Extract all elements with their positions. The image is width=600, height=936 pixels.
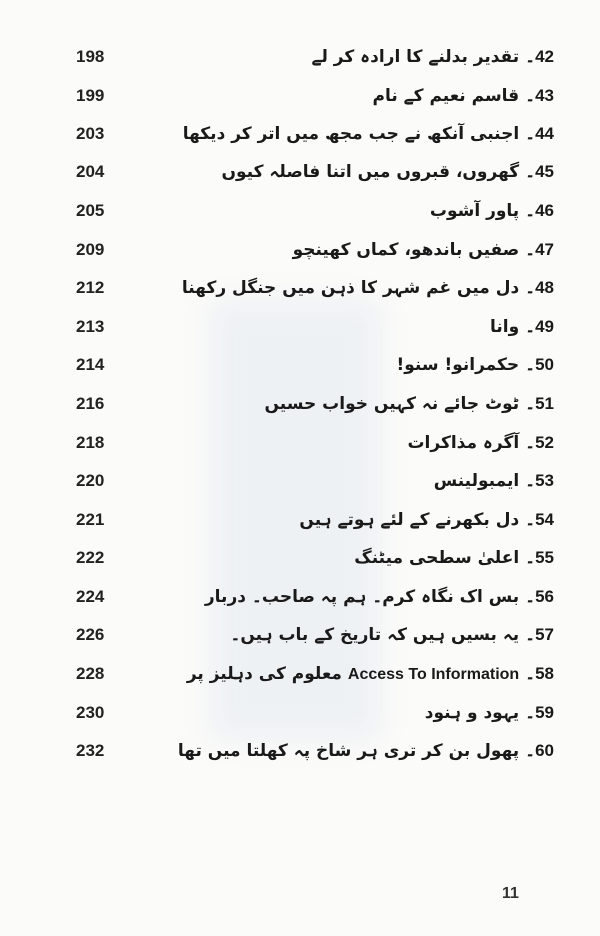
toc-page-number: 213 (76, 317, 105, 336)
toc-entry-number: 47 (535, 240, 554, 259)
toc-page-number: 216 (76, 394, 105, 413)
toc-entry-title: بس اک نگاہ کرم۔ ہم پہ صاحب۔ دربار (204, 587, 520, 607)
toc-page-number: 224 (76, 587, 105, 606)
toc-entry-number: 51 (535, 394, 554, 413)
toc-entry-number: 57 (535, 625, 554, 644)
toc-entry-number: 53 (535, 471, 554, 490)
toc-entry-number: 60 (535, 741, 554, 760)
toc-entry: 49۔ وانا (490, 317, 554, 337)
toc-entry-title: پھول بن کر تری ہر شاخ پہ کھلتا میں تھا (177, 741, 520, 761)
toc-entry: 52۔ آگرہ مذاکرات (407, 433, 554, 453)
toc-row (0, 308, 600, 345)
toc-page-number: 218 (76, 433, 105, 452)
toc-entry-number: 52 (535, 433, 554, 452)
toc-page-number: 198 (76, 47, 105, 66)
toc-entry-title: تقدیر بدلنے کا ارادہ کر لے (311, 47, 520, 67)
toc-row (0, 269, 600, 306)
toc-entry-title: قاسم نعیم کے نام (372, 86, 520, 106)
toc-page-number: 222 (76, 548, 105, 567)
toc-page-number: 205 (76, 201, 105, 220)
toc-row (0, 732, 600, 769)
toc-entry: 59۔ یہود و ہنود (424, 703, 554, 723)
toc-entry-title: آگرہ مذاکرات (407, 433, 520, 453)
toc-entry: 43۔ قاسم نعیم کے نام (372, 86, 554, 106)
toc-entry: 54۔ دل بکھرنے کے لئے ہوتے ہیں (299, 510, 554, 530)
toc-entry-number: 44 (535, 124, 554, 143)
toc-row (0, 616, 600, 653)
toc-page-number: 230 (76, 703, 105, 722)
toc-entry: 51۔ ٹوٹ جائے نہ کہیں خواب حسیں (264, 394, 554, 414)
toc-entry-title: معلوم کی دہلیز پر (186, 664, 342, 684)
toc-entry-title: اجنبی آنکھ نے جب مجھ میں اتر کر دیکھا (182, 124, 520, 144)
toc-entry-title: پاور آشوب (429, 201, 520, 221)
toc-row (0, 153, 600, 190)
toc-entry-number: 59 (535, 703, 554, 722)
toc-entry: 53۔ ایمبولینس (433, 471, 554, 491)
toc-row (0, 38, 600, 75)
toc-entry-title: دل بکھرنے کے لئے ہوتے ہیں (299, 510, 520, 530)
toc-entry-title: یہود و ہنود (424, 703, 520, 723)
toc-entry-title: اعلیٰ سطحی میٹنگ (354, 548, 520, 568)
toc-entry-number: 56 (535, 587, 554, 606)
toc-entry: 48۔ دل میں غم شہر کا ذہن میں جنگل رکھنا (181, 278, 554, 298)
toc-entry: 42۔ تقدیر بدلنے کا ارادہ کر لے (311, 47, 554, 67)
toc-entry-number: 45 (535, 162, 554, 181)
toc-entry-title: ایمبولینس (433, 471, 520, 491)
toc-entry-title: ٹوٹ جائے نہ کہیں خواب حسیں (264, 394, 520, 414)
toc-row (0, 346, 600, 383)
toc-page-number: 220 (76, 471, 105, 490)
toc-row (0, 539, 600, 576)
toc-entry-number: 54 (535, 510, 554, 529)
toc-entry: 58۔ Access To Information معلوم کی دہلیز پر (186, 664, 554, 684)
toc-page-number: 209 (76, 240, 105, 259)
toc-page-number: 232 (76, 741, 105, 760)
toc-page-number: 226 (76, 625, 105, 644)
toc-page-number: 199 (76, 86, 105, 105)
toc-entry: 55۔ اعلیٰ سطحی میٹنگ (354, 548, 554, 568)
toc-entry: 50۔ حکمرانو! سنو! (396, 355, 554, 375)
toc-row (0, 424, 600, 461)
toc-row (0, 192, 600, 229)
toc-page-number: 221 (76, 510, 105, 529)
toc-entry-title: حکمرانو! سنو! (396, 355, 520, 375)
toc-row (0, 578, 600, 615)
toc-entry: 46۔ پاور آشوب (429, 201, 554, 221)
toc-entry: 45۔ گھروں، قبروں میں اتنا فاصلہ کیوں (221, 162, 554, 182)
toc-entry-title: گھروں، قبروں میں اتنا فاصلہ کیوں (221, 162, 520, 182)
toc-entry: 47۔ صفیں باندھو، کماں کھینچو (292, 240, 554, 260)
toc-row (0, 655, 600, 692)
toc-page-number: 203 (76, 124, 105, 143)
toc-entry: 44۔ اجنبی آنکھ نے جب مجھ میں اتر کر دیکھا (182, 124, 554, 144)
page-number: 11 (502, 885, 519, 902)
toc-row (0, 385, 600, 422)
toc-entry-number: 46 (535, 201, 554, 220)
toc-row (0, 501, 600, 538)
toc-entry-number: 48 (535, 278, 554, 297)
toc-entry-number: 55 (535, 548, 554, 567)
toc-entry-number: 50 (535, 355, 554, 374)
toc-row (0, 231, 600, 268)
toc-entry-title: صفیں باندھو، کماں کھینچو (292, 240, 520, 260)
toc-row (0, 115, 600, 152)
toc-entry-number: 43 (535, 86, 554, 105)
toc-entry-number: 42 (535, 47, 554, 66)
toc-entry-title: وانا (490, 317, 520, 337)
toc-entry-title-english: Access To Information (347, 666, 520, 683)
toc-page-number: 212 (76, 278, 105, 297)
toc-entry: 57۔ یہ بسیں ہیں کہ تاریخ کے باب ہیں۔ (230, 625, 554, 645)
toc-row (0, 77, 600, 114)
toc-entry-number: 58 (535, 664, 554, 683)
toc-page-number: 228 (76, 664, 105, 683)
toc-entry: 60۔ پھول بن کر تری ہر شاخ پہ کھلتا میں تھا (177, 741, 554, 761)
toc-entry-title: دل میں غم شہر کا ذہن میں جنگل رکھنا (181, 278, 520, 298)
toc-page-number: 214 (76, 355, 105, 374)
toc-entry-title: یہ بسیں ہیں کہ تاریخ کے باب ہیں۔ (230, 625, 520, 645)
toc-row (0, 462, 600, 499)
toc-entry: 56۔ بس اک نگاہ کرم۔ ہم پہ صاحب۔ دربار (204, 587, 554, 607)
toc-page-number: 204 (76, 162, 105, 181)
toc-row (0, 694, 600, 731)
toc-entry-number: 49 (535, 317, 554, 336)
